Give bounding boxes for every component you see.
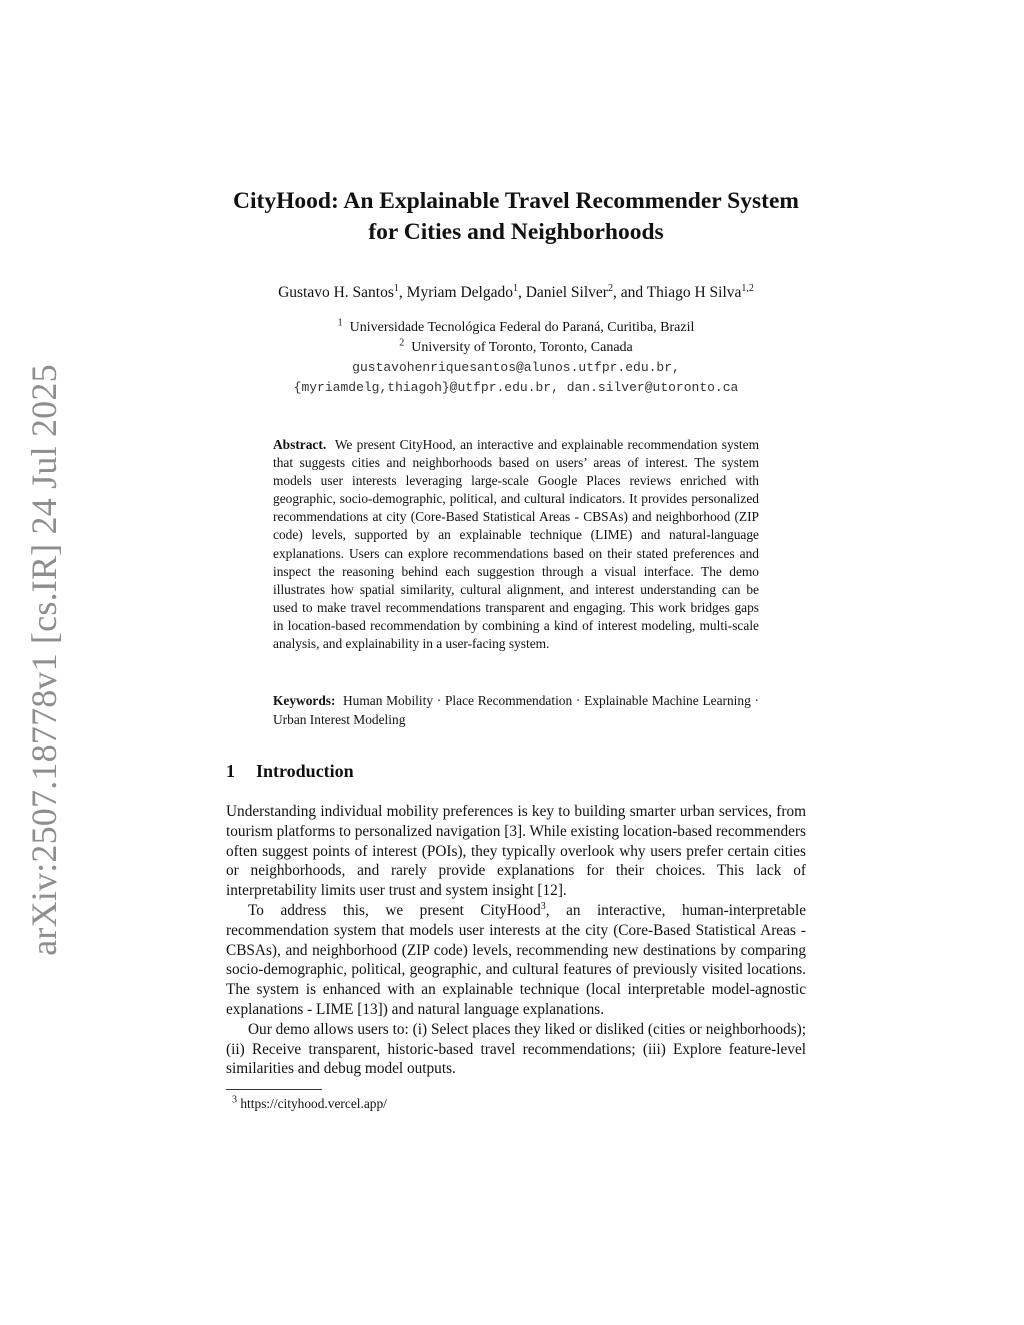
affiliation-text: University of Toronto, Toronto, Canada (411, 340, 633, 355)
abstract-label: Abstract. (273, 437, 327, 452)
section-body (226, 802, 806, 1079)
section-heading (226, 761, 354, 782)
author-list (226, 283, 806, 303)
author-name: Thiago H Silva (646, 284, 742, 301)
email-line-1: gustavohenriquesantos@alunos.utfpr.edu.br, (352, 360, 680, 375)
affiliation-line (226, 338, 806, 358)
author-name: Myriam Delgado (406, 284, 513, 301)
section-number: 1 (226, 761, 235, 781)
paragraph-text: To address this, we present CityHood (248, 901, 541, 919)
affiliation-sup: 1 (337, 317, 343, 329)
footnote-divider (226, 1089, 322, 1090)
keywords (273, 692, 759, 729)
paragraph: Our demo allows users to: (i) Select places they liked or disliked (cities or neighborhoods); (ii) Receive transparent, historic-based travel recommendations; (iii) Explore feature-level similarities and debug model outputs. (226, 1020, 806, 1078)
paragraph: Understanding individual mobility preferences is key to building smarter urban services, from tourism platforms to personalized navigation [3]. While existing location-based recommenders often suggest points of interest (POIs), they typically overlook why users prefer certain cities or neighborhoods, and rarely provide explanations for their choices. This lack of interpretability limits user trust and system insight [12]. (226, 803, 806, 900)
paragraph (226, 901, 806, 1020)
keywords-text: Human Mobility · Place Recommendation · Explainable Machine Learning · Urban Interest Modeling (273, 693, 759, 727)
email-line-2: {myriamdelg,thiagoh}@utfpr.edu.br, dan.silver@utoronto.ca (293, 380, 739, 395)
author-affil-sup: 1 (393, 282, 399, 294)
abstract (273, 436, 759, 653)
footnote (232, 1095, 387, 1113)
author-separator: , (517, 284, 526, 301)
footnote-number: 3 (232, 1094, 237, 1106)
title-line-2: for Cities and Neighborhoods (368, 219, 664, 245)
affiliations (226, 318, 806, 398)
paragraph-text: , an interactive, human-interpretable recommendation system that models user interests at the city (Core-Based Statistical Areas - CBSAs), and neighborhood (ZIP code) levels, recommending new destinations by comparing socio-demographic, political, geographic, and cultural features of previously visited locations. The system is enhanced with an explainable technique (local interpretable model-agnostic explanations - LIME [13]) and natural language explanations. (226, 901, 806, 1018)
author-name: Gustavo H. Santos (278, 284, 394, 301)
paper-title (226, 186, 806, 248)
author-affil-sup: 1 (512, 282, 518, 294)
title-line-1: CityHood: An Explainable Travel Recommender System (233, 188, 799, 214)
keywords-label: Keywords: (273, 693, 336, 708)
footnote-link[interactable]: https://cityhood.vercel.app/ (240, 1096, 387, 1111)
footnote-marker: 3 (540, 900, 546, 912)
author-separator: , (398, 284, 407, 301)
arxiv-identifier: arXiv:2507.18778v1 [cs.IR] 24 Jul 2025 (24, 364, 64, 956)
section-title: Introduction (256, 761, 354, 781)
author-affil-sup: 2 (607, 282, 613, 294)
author-affil-sup: 1,2 (741, 282, 754, 294)
author-name: Daniel Silver (525, 284, 608, 301)
affiliation-text: Universidade Tecnológica Federal do Paraná, Curitiba, Brazil (349, 320, 695, 335)
abstract-text: We present CityHood, an interactive and explainable recommendation system that suggests cities and neighborhoods based on users’ areas of interest. The system models user interests leveraging large-scale Google Places reviews enriched with geographic, socio-demographic, political, and cultural indicators. It provides personalized recommendations at city (Core-Based Statistical Areas - CBSAs) and neighborhood (ZIP code) levels, supported by an explainable technique (LIME) and natural-language explanations. Users can explore recommendations based on their stated preferences and inspect the reasoning behind each suggestion through a visual interface. The demo illustrates how spatial similarity, cultural alignment, and interest understanding can be used to make travel recommendations transparent and engaging. This work bridges gaps in location-based recommendation by combining a kind of interest modeling, multi-scale analysis, and explainability in a user-facing system. (273, 437, 759, 652)
affiliation-line (226, 318, 806, 338)
affiliation-sup: 2 (399, 337, 405, 349)
author-separator: , and (612, 284, 647, 301)
